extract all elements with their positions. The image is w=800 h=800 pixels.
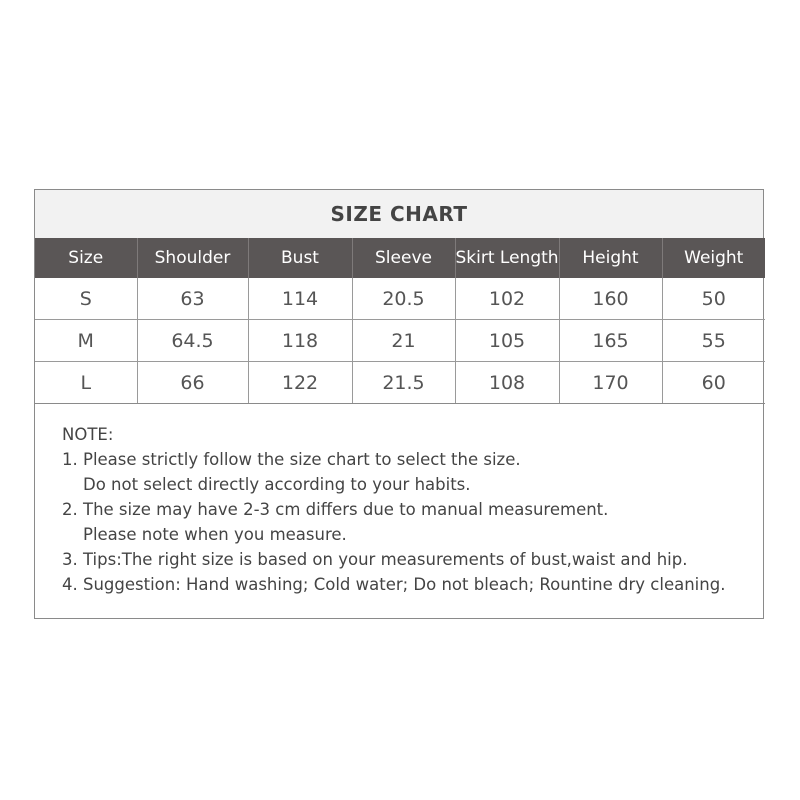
chart-title: SIZE CHART [35, 190, 763, 238]
column-header-shoulder: Shoulder [137, 238, 248, 278]
table-cell: S [79, 287, 92, 310]
table-cell: 160 [559, 278, 662, 320]
table-cell: 55 [662, 320, 765, 362]
note-item-4: 4. Suggestion: Hand washing; Cold water; Do not bleach; Rountine dry cleaning. [62, 575, 726, 594]
table-cell: 20.5 [352, 278, 455, 320]
table-row [35, 278, 765, 320]
column-header-weight: Weight [662, 238, 765, 278]
table-cell: 170 [559, 362, 662, 404]
table-cell: 108 [455, 362, 559, 404]
column-header-size: Size [35, 238, 137, 278]
table-cell: 60 [662, 362, 765, 404]
note-item-1-continued: Do not select directly according to your habits. [83, 475, 471, 494]
table-row [35, 362, 765, 404]
table-cell: 64.5 [137, 320, 248, 362]
table-cell: 122 [248, 362, 352, 404]
table-cell: 165 [559, 320, 662, 362]
column-header-bust: Bust [248, 238, 352, 278]
note-item-2: 2. The size may have 2-3 cm differs due to manual measurement. [62, 500, 609, 519]
size-table [35, 238, 765, 404]
table-row [35, 320, 765, 362]
table-cell: 21.5 [352, 362, 455, 404]
size-chart [34, 189, 764, 619]
table-cell: L [35, 362, 137, 404]
notes-heading: NOTE: [62, 425, 114, 444]
note-item-1: 1. Please strictly follow the size chart to select the size. [62, 450, 521, 469]
table-cell: 114 [248, 278, 352, 320]
table-cell: 63 [137, 278, 248, 320]
column-header-sleeve: Sleeve [352, 238, 455, 278]
table-cell: 118 [248, 320, 352, 362]
table-cell: 102 [455, 278, 559, 320]
note-item-3: 3. Tips:The right size is based on your measurements of bust,waist and hip. [62, 550, 688, 569]
column-header-skirt-length: Skirt Length [455, 238, 559, 278]
column-header-height: Height [559, 238, 662, 278]
notes-section [35, 404, 763, 597]
table-cell: 66 [137, 362, 248, 404]
table-cell: M [35, 320, 137, 362]
table-cell: 105 [455, 320, 559, 362]
table-header-row [35, 238, 765, 278]
note-item-2-continued: Please note when you measure. [83, 525, 347, 544]
table-cell: 50 [662, 278, 765, 320]
table-cell: 21 [352, 320, 455, 362]
